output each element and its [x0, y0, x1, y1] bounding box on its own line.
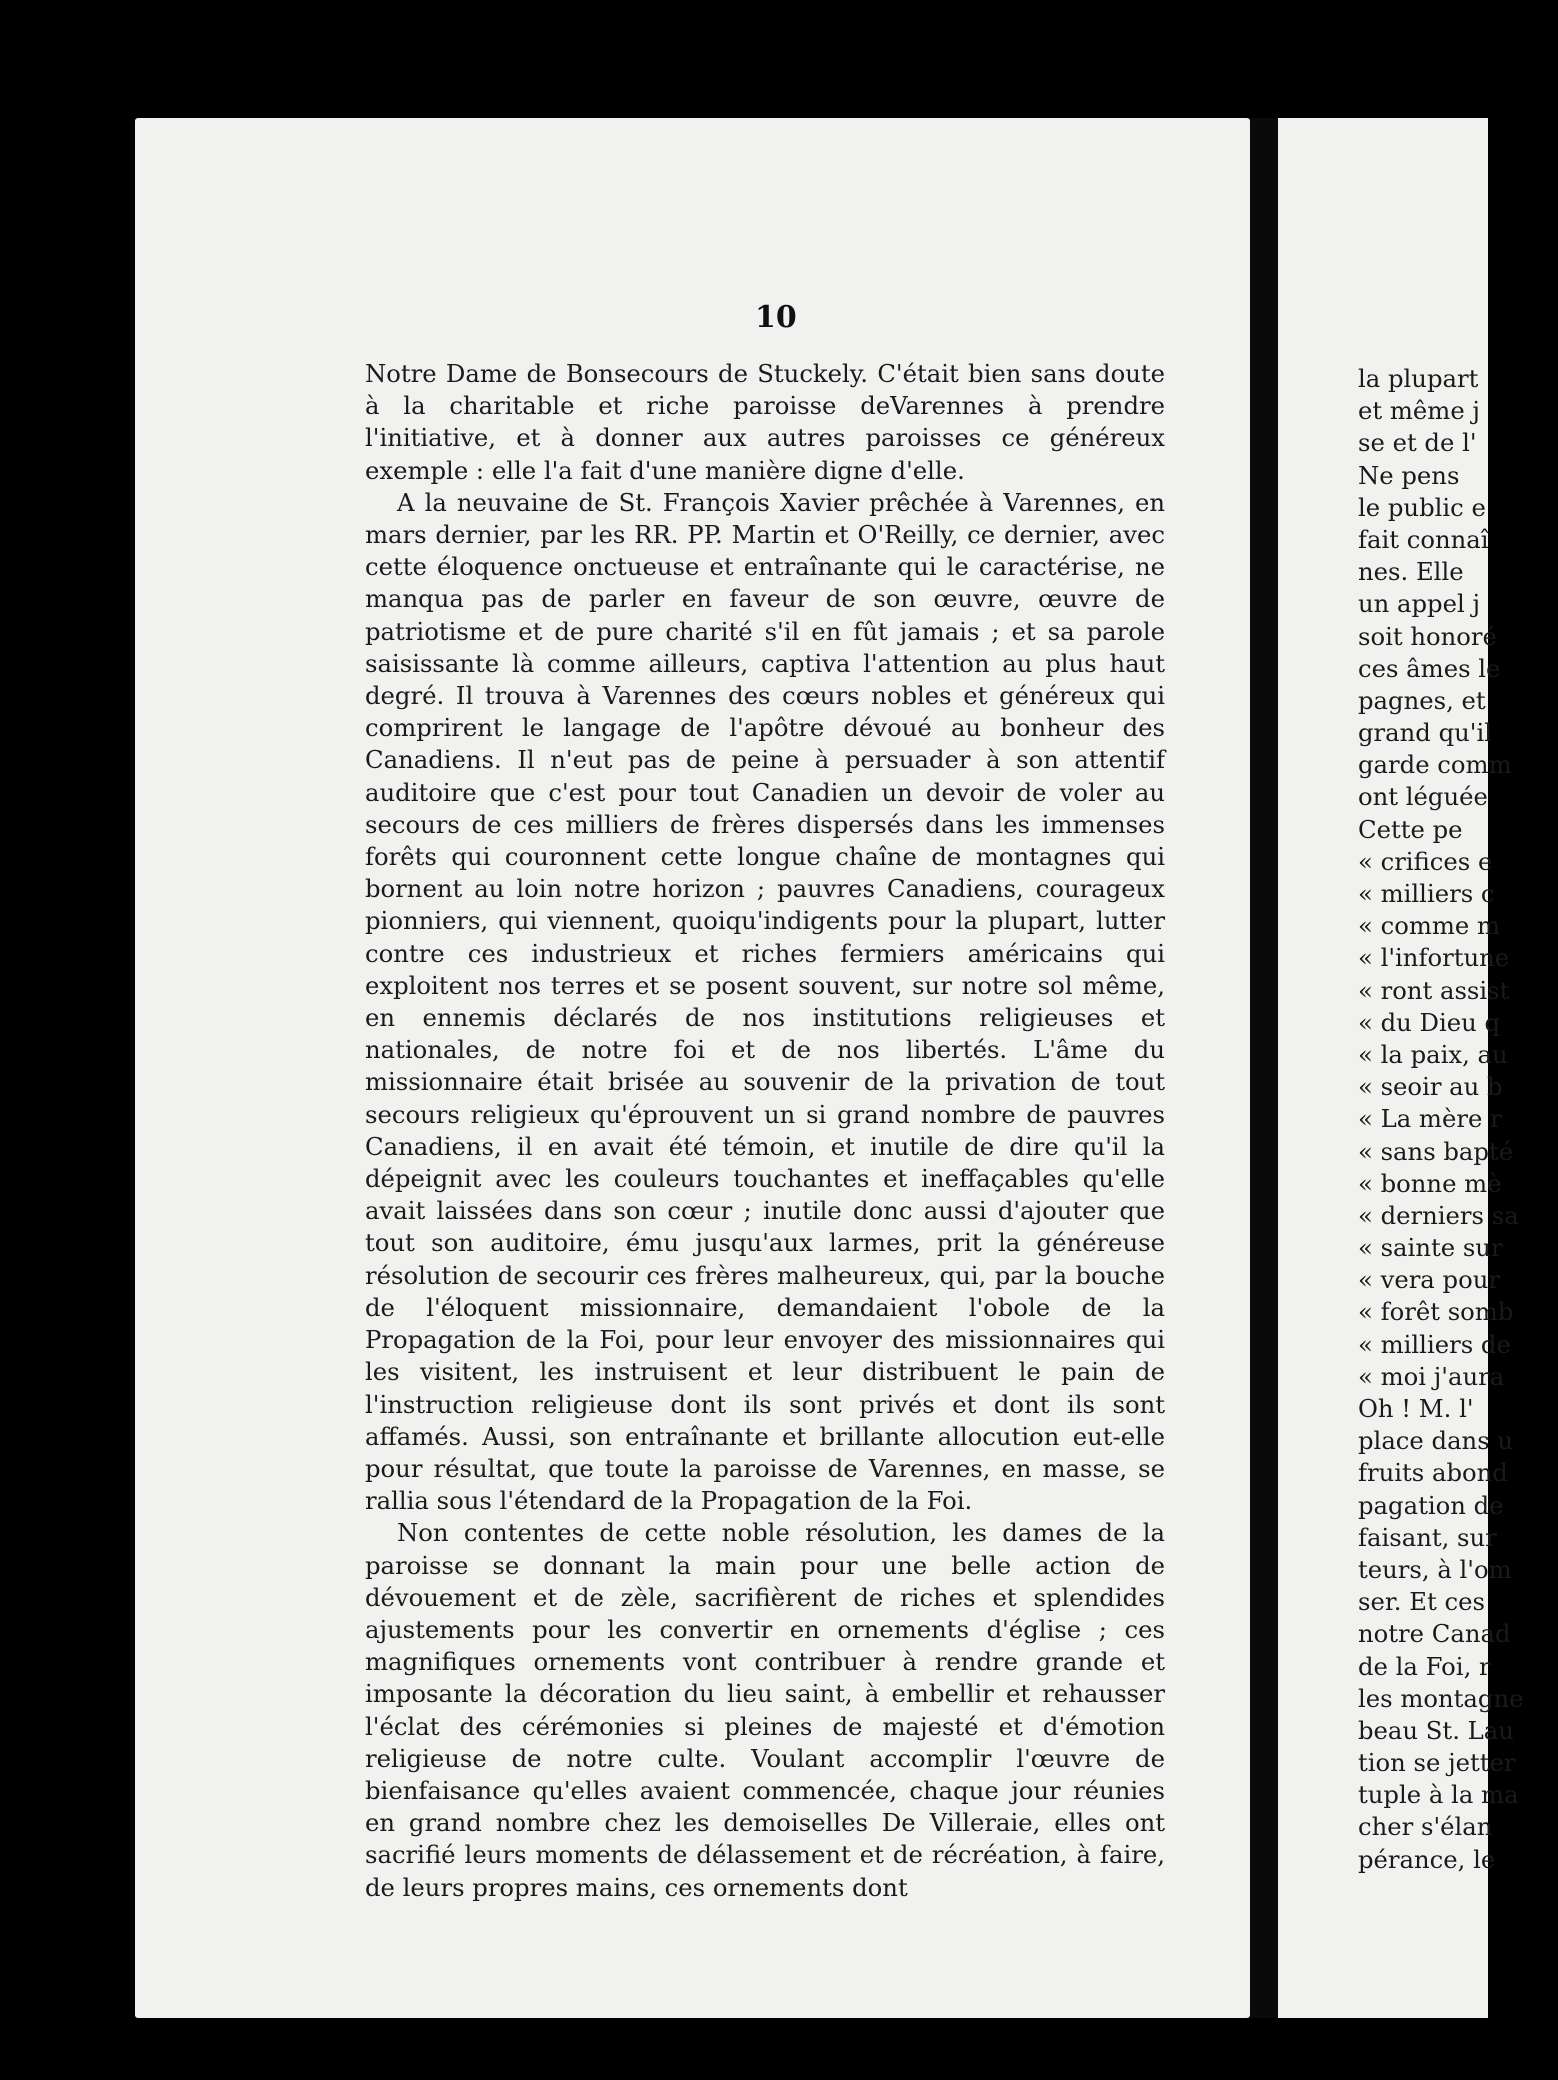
- right-page-line: pagnes, et: [1358, 685, 1486, 715]
- right-page-line: les montagne: [1358, 1683, 1524, 1713]
- paragraph-3: Non contentes de cette noble résolution, les dames de la paroisse se donnant la main pour une belle action de dévouement et de zèle, sacrifièrent de riches et splendides ajustements pour les convertir en ornements d'église ; ces magnifiques ornements vont contribuer à rendre grande et imposante la décoration du lieu saint, à embellir et rehausser l'éclat des cérémonies si pleines de majesté et d'émotion religieuse de notre culte. Voulant accomplir l'œuvre de bienfaisance qu'elles avaient commencée, chaque jour réunies en grand nombre chez les demoiselles De Villeraie, elles ont sacrifié leurs moments de délassement et de récréation, à faire, de leurs propres mains, ces ornements dont: [365, 1518, 1165, 1902]
- page-number: 10: [755, 300, 797, 335]
- right-page-line: teurs, à l'om: [1358, 1554, 1512, 1584]
- right-page-line: la plupart: [1358, 364, 1479, 393]
- right-page-line: « derniers sa: [1358, 1200, 1519, 1230]
- right-page-line: « La mère r: [1358, 1104, 1502, 1134]
- right-page-line: de la Foi, r: [1358, 1651, 1491, 1681]
- right-page-line: ser. Et ces: [1358, 1587, 1485, 1617]
- right-page-line: « du Dieu q: [1358, 1007, 1501, 1037]
- right-page-line: pagation de: [1358, 1490, 1504, 1520]
- right-page-line: notre Canad: [1358, 1619, 1511, 1649]
- right-page-line: nes. Elle: [1358, 557, 1464, 587]
- right-page-line: un appel j: [1358, 589, 1481, 619]
- right-page-line: soit honoré: [1358, 621, 1497, 651]
- right-page-line: fruits abond: [1358, 1458, 1508, 1488]
- right-page-line: place dans u: [1358, 1426, 1514, 1456]
- book-gutter: [1250, 118, 1278, 2018]
- right-page-line: « bonne mè: [1358, 1168, 1502, 1198]
- right-page-line: fait connaî: [1358, 524, 1489, 554]
- right-page-line: « vera pour: [1358, 1265, 1500, 1295]
- right-page-line: grand qu'il: [1358, 718, 1493, 748]
- right-page-line: « sans bapté: [1358, 1136, 1514, 1166]
- right-page-line: se et de l': [1358, 428, 1477, 458]
- right-page-line: Cette pe: [1358, 814, 1463, 844]
- right-page-line: cher s'élan: [1358, 1812, 1493, 1842]
- paragraph-1: Notre Dame de Bonsecours de Stuckely. C'était bien sans doute à la charitable et riche paroisse deVarennes à prendre l'initiative, et à donner aux autres paroisses ce généreux exemple : elle l'a fait d'une manière digne d'elle.: [365, 359, 1165, 485]
- right-page-line: « l'infortune: [1358, 943, 1510, 973]
- right-page-line: ont léguée: [1358, 782, 1488, 812]
- right-page-line: faisant, sur: [1358, 1522, 1497, 1552]
- body-text: [365, 358, 1165, 1978]
- right-page-line: « forêt somb: [1358, 1297, 1514, 1327]
- right-page: [1278, 118, 1524, 2018]
- right-page-line: Ne pens: [1358, 460, 1460, 490]
- right-page-line: « milliers c: [1358, 879, 1495, 908]
- right-page-line: « crifices e: [1358, 846, 1493, 876]
- right-page-line: beau St. Lau: [1358, 1715, 1514, 1745]
- right-page-line: le public e: [1358, 492, 1486, 522]
- right-page-line: et même j: [1358, 396, 1480, 426]
- right-page-line: ces âmes le: [1358, 653, 1501, 683]
- right-page-line: « ront assist: [1358, 975, 1510, 1005]
- paragraph-2: A la neuvaine de St. François Xavier prêchée à Varennes, en mars dernier, par les RR. PP. Martin et O'Reilly, ce dernier, avec cette éloquence onctueuse et entraînante qui le caractérise, ne manqua pas de parler en faveur de son œuvre, œuvre de patriotisme et de pure charité s'il en fût jamais ; et sa parole saisissante là comme ailleurs, captiva l'attention au plus haut degré. Il trouva à Varennes des cœurs nobles et généreux qui comprirent le langage de l'apôtre dévoué au bonheur des Canadiens. Il n'eut pas de peine à persuader à son attentif auditoire que c'est pour tout Canadien un devoir de voler au secours de ces milliers de frères dispersés dans les immenses forêts qui couronnent cette longue chaîne de montagnes qui bornent au loin notre horizon ; pauvres Canadiens, courageux pionniers, qui viennent, quoiqu'indigents pour la plupart, lutter contre ces industrieux et riches fermiers américains qui exploitent nos terres et se posent souvent, sur notre sol même, en ennemis déclarés de nos institutions religieuses et nationales, de notre foi et de nos libertés. L'âme du missionnaire était brisée au souvenir de la privation de tout secours religieux qu'éprouvent un si grand nombre de pauvres Canadiens, il en avait été témoin, et inutile de dire qu'il la dépeignit avec les couleurs touchantes et ineffaçables qu'elle avait laissées dans son cœur ; inutile donc aussi d'ajouter que tout son auditoire, ému jusqu'aux larmes, prit la généreuse résolution de secourir ces frères malheureux, qui, par la bouche de l'éloquent missionnaire, demandaient l'obole de la Propagation de la Foi, pour leur envoyer des missionnaires qui les visitent, les instruisent et leur distribuent le pain de l'instruction religieuse dont ils sont privés et dont ils sont affamés. Aussi, son entraînante et brillante allocution eut-elle pour résultat, que toute la paroisse de Varennes, en masse, se rallia sous l'étendard de la Propagation de la Foi.: [365, 487, 1165, 1516]
- right-page-line: « comme m: [1358, 911, 1501, 941]
- right-page-line: Oh ! M. l': [1358, 1394, 1474, 1423]
- right-page-line: « sainte sur: [1358, 1233, 1503, 1263]
- right-page-line: tuple à la ma: [1358, 1780, 1519, 1810]
- right-page-line: pérance, le: [1358, 1844, 1496, 1874]
- right-page-line: tion se jetter: [1358, 1748, 1516, 1778]
- right-page-line: garde comm: [1358, 750, 1512, 780]
- right-page-line: « seoir au b: [1358, 1072, 1503, 1102]
- right-page-line: « milliers de: [1358, 1329, 1511, 1359]
- right-page-text: [1358, 363, 1558, 1876]
- right-page-line: « moi j'aura: [1358, 1361, 1505, 1391]
- right-page-line: « la paix, au: [1358, 1039, 1508, 1069]
